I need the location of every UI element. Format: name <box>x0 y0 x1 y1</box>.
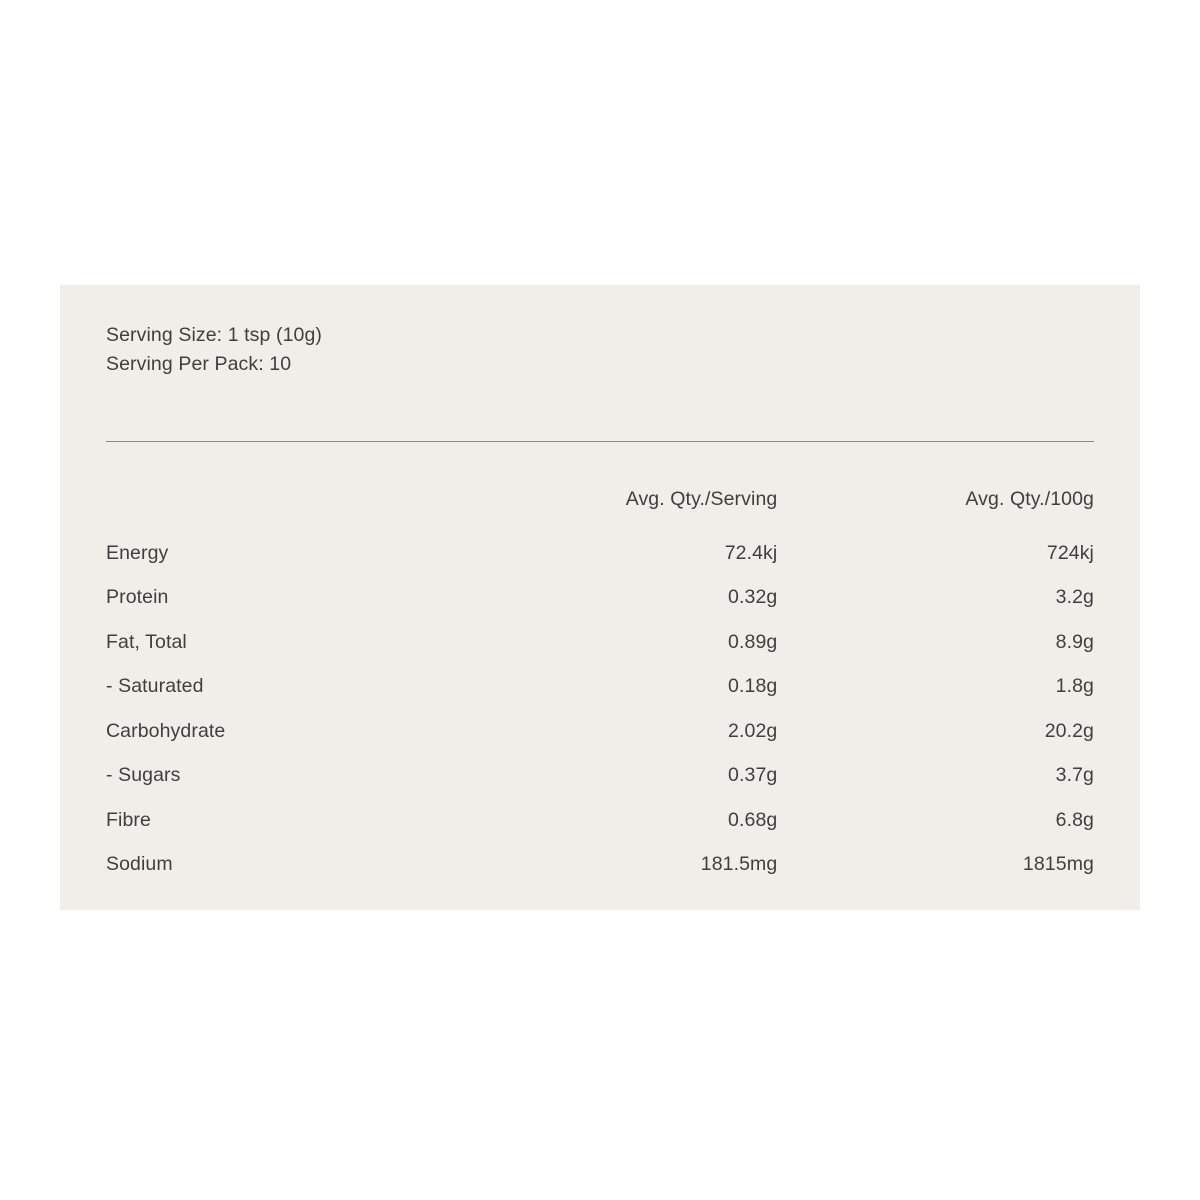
row-value-per-serving: 181.5mg <box>700 853 778 876</box>
table-row <box>106 665 1094 710</box>
table-row <box>106 576 1094 621</box>
table-row <box>106 531 1094 576</box>
row-value-per-100g: 1815mg <box>1022 853 1094 876</box>
row-label: Fibre <box>106 808 151 831</box>
row-value-per-serving: 72.4kj <box>724 541 778 564</box>
header-divider <box>106 441 1094 442</box>
row-value-per-100g: 724kj <box>1046 541 1094 564</box>
row-value-per-100g: 1.8g <box>1055 675 1094 698</box>
nutrition-table-head <box>106 467 1094 531</box>
row-value-per-100g: 8.9g <box>1055 630 1094 653</box>
row-label: Carbohydrate <box>106 719 226 742</box>
row-label: - Sugars <box>106 764 181 787</box>
column-header-nutrient <box>106 467 541 531</box>
row-value-per-100g: 3.2g <box>1055 586 1094 609</box>
table-row <box>106 843 1094 888</box>
row-label: Fat, Total <box>106 630 187 653</box>
nutrition-information-panel <box>60 285 1140 910</box>
column-header-per-serving: Avg. Qty./Serving <box>625 487 778 510</box>
row-value-per-serving: 0.68g <box>728 808 778 831</box>
table-row <box>106 709 1094 754</box>
row-label: Protein <box>106 586 169 609</box>
row-label: - Saturated <box>106 675 204 698</box>
row-value-per-100g: 6.8g <box>1055 808 1094 831</box>
row-value-per-100g: 20.2g <box>1044 719 1094 742</box>
row-value-per-serving: 0.18g <box>728 675 778 698</box>
row-label: Energy <box>106 541 169 564</box>
row-label: Sodium <box>106 853 173 876</box>
column-header-per-100g: Avg. Qty./100g <box>965 487 1094 510</box>
table-row <box>106 798 1094 843</box>
table-header-row <box>106 467 1094 531</box>
nutrition-table <box>106 467 1094 887</box>
table-row <box>106 620 1094 665</box>
serving-per-pack-text: Serving Per Pack: 10 <box>106 353 292 375</box>
serving-information <box>106 321 322 379</box>
nutrition-table-body <box>106 531 1094 887</box>
table-row <box>106 754 1094 799</box>
serving-size-text: Serving Size: 1 tsp (10g) <box>106 324 323 346</box>
row-value-per-100g: 3.7g <box>1055 764 1094 787</box>
row-value-per-serving: 0.37g <box>728 764 778 787</box>
row-value-per-serving: 0.32g <box>728 586 778 609</box>
row-value-per-serving: 2.02g <box>728 719 778 742</box>
row-value-per-serving: 0.89g <box>728 630 778 653</box>
